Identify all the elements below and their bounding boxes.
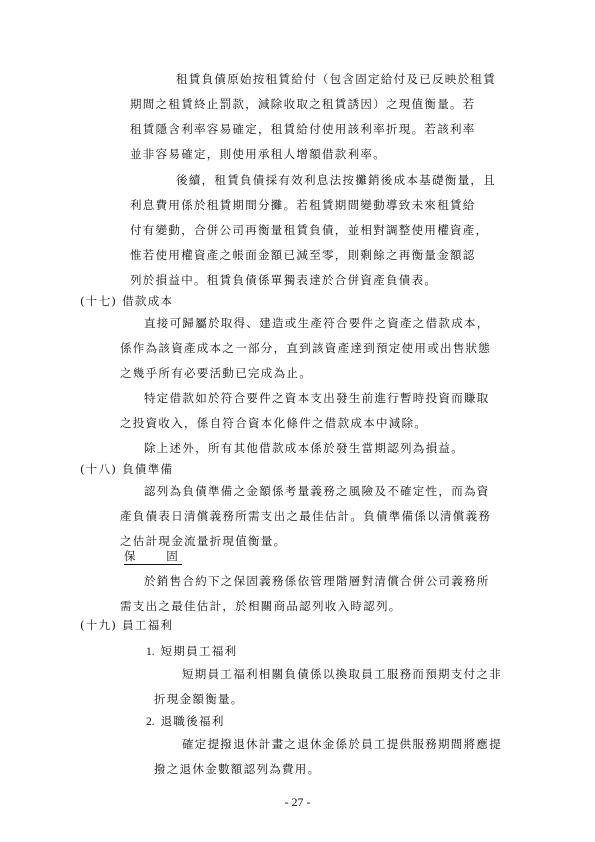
text-line: 除上述外，所有其他借款成本係於發生當期認列為損益。 xyxy=(144,441,464,455)
lease-liability-paragraph-1 xyxy=(130,67,550,167)
warranty-heading xyxy=(124,546,179,566)
lease-liability-paragraph-2 xyxy=(130,168,550,293)
text-line: 利息費用係於租賃期間分攤。若租賃期間變動導致未來租賃給 xyxy=(130,198,476,212)
short-term-benefits-heading xyxy=(146,641,237,662)
text-line: 租賃負債原始按租賃給付（包含固定給付及已反映於租賃 xyxy=(176,72,496,86)
text-line: 折現金額衡量。 xyxy=(154,692,244,706)
text-line: 之投資收入，係自符合資本化條件之借款成本中減除。 xyxy=(120,416,428,430)
borrowing-costs-paragraph-1 xyxy=(120,311,550,386)
text-line: 係作為該資產成本之一部分，直到該資產達到預定使用或出售狀態 xyxy=(120,341,492,355)
item-title: 短期員工福利 xyxy=(160,644,238,658)
text-line: 付有變動，合併公司再衡量租賃負債，並相對調整使用權資產， xyxy=(130,223,489,237)
text-line: 產負債表日清償義務所需支出之最佳估計。負債準備係以清償義務 xyxy=(120,509,492,523)
post-employment-benefits-heading xyxy=(146,711,225,732)
text-line: 認列為負債準備之金額係考量義務之風險及不確定性，而為資 xyxy=(144,484,490,498)
text-line: 列於損益中。租賃負債係單獨表達於合併資產負債表。 xyxy=(130,273,438,287)
text-line: 短期員工福利相關負債係以換取員工服務而預期支付之非 xyxy=(182,667,502,681)
text-line: 於銷售合約下之保固義務係依管理階層對清償合併公司義務所 xyxy=(144,574,490,588)
text-line: 租賃隱含利率容易確定，租賃給付使用該利率折現。若該利率 xyxy=(130,122,476,136)
text-line: 撥之退休金數額認列為費用。 xyxy=(154,762,321,776)
page-number: - 27 - xyxy=(284,795,311,809)
warranty-heading-text: 保 固 xyxy=(124,549,179,563)
item-title: 退職後福利 xyxy=(160,714,225,728)
warranty-underline xyxy=(124,564,182,565)
employee-benefits-heading: (十九) 員工福利 xyxy=(80,618,174,632)
short-term-benefits-paragraph xyxy=(154,662,550,712)
text-line: 期間之租賃終止罰款，減除收取之租賃誘因）之現值衡量。若 xyxy=(130,97,476,111)
post-employment-benefits-paragraph xyxy=(154,732,550,782)
borrowing-costs-heading: (十七) 借款成本 xyxy=(80,294,174,308)
text-line: 需支出之最佳估計，於相關商品認列收入時認列。 xyxy=(120,599,402,613)
borrowing-costs-paragraph-2 xyxy=(120,386,550,436)
provisions-heading: (十八) 負債準備 xyxy=(80,462,174,476)
text-line: 確定提撥退休計畫之退休金係於員工提供服務期間將應提 xyxy=(182,737,502,751)
text-line: 直接可歸屬於取得、建造或生產符合要件之資產之借款成本， xyxy=(144,316,490,330)
warranty-paragraph xyxy=(120,569,550,619)
text-line: 之幾乎所有必要活動已完成為止。 xyxy=(120,366,312,380)
text-line: 並非容易確定，則使用承租人增額借款利率。 xyxy=(130,147,386,161)
borrowing-costs-paragraph-3 xyxy=(120,436,550,461)
item-number: 2. xyxy=(146,716,155,728)
text-line: 特定借款如於符合要件之資本支出發生前進行暫時投資而賺取 xyxy=(144,391,490,405)
text-line: 後續，租賃負債採有效利息法按攤銷後成本基礎衡量，且 xyxy=(176,173,496,187)
item-number: 1. xyxy=(146,646,155,658)
provisions-paragraph-1 xyxy=(120,479,550,554)
text-line: 之估計現金流量折現值衡量。 xyxy=(120,534,287,548)
text-line: 惟若使用權資產之帳面金額已減至零，則剩餘之再衡量金額認 xyxy=(130,248,476,262)
